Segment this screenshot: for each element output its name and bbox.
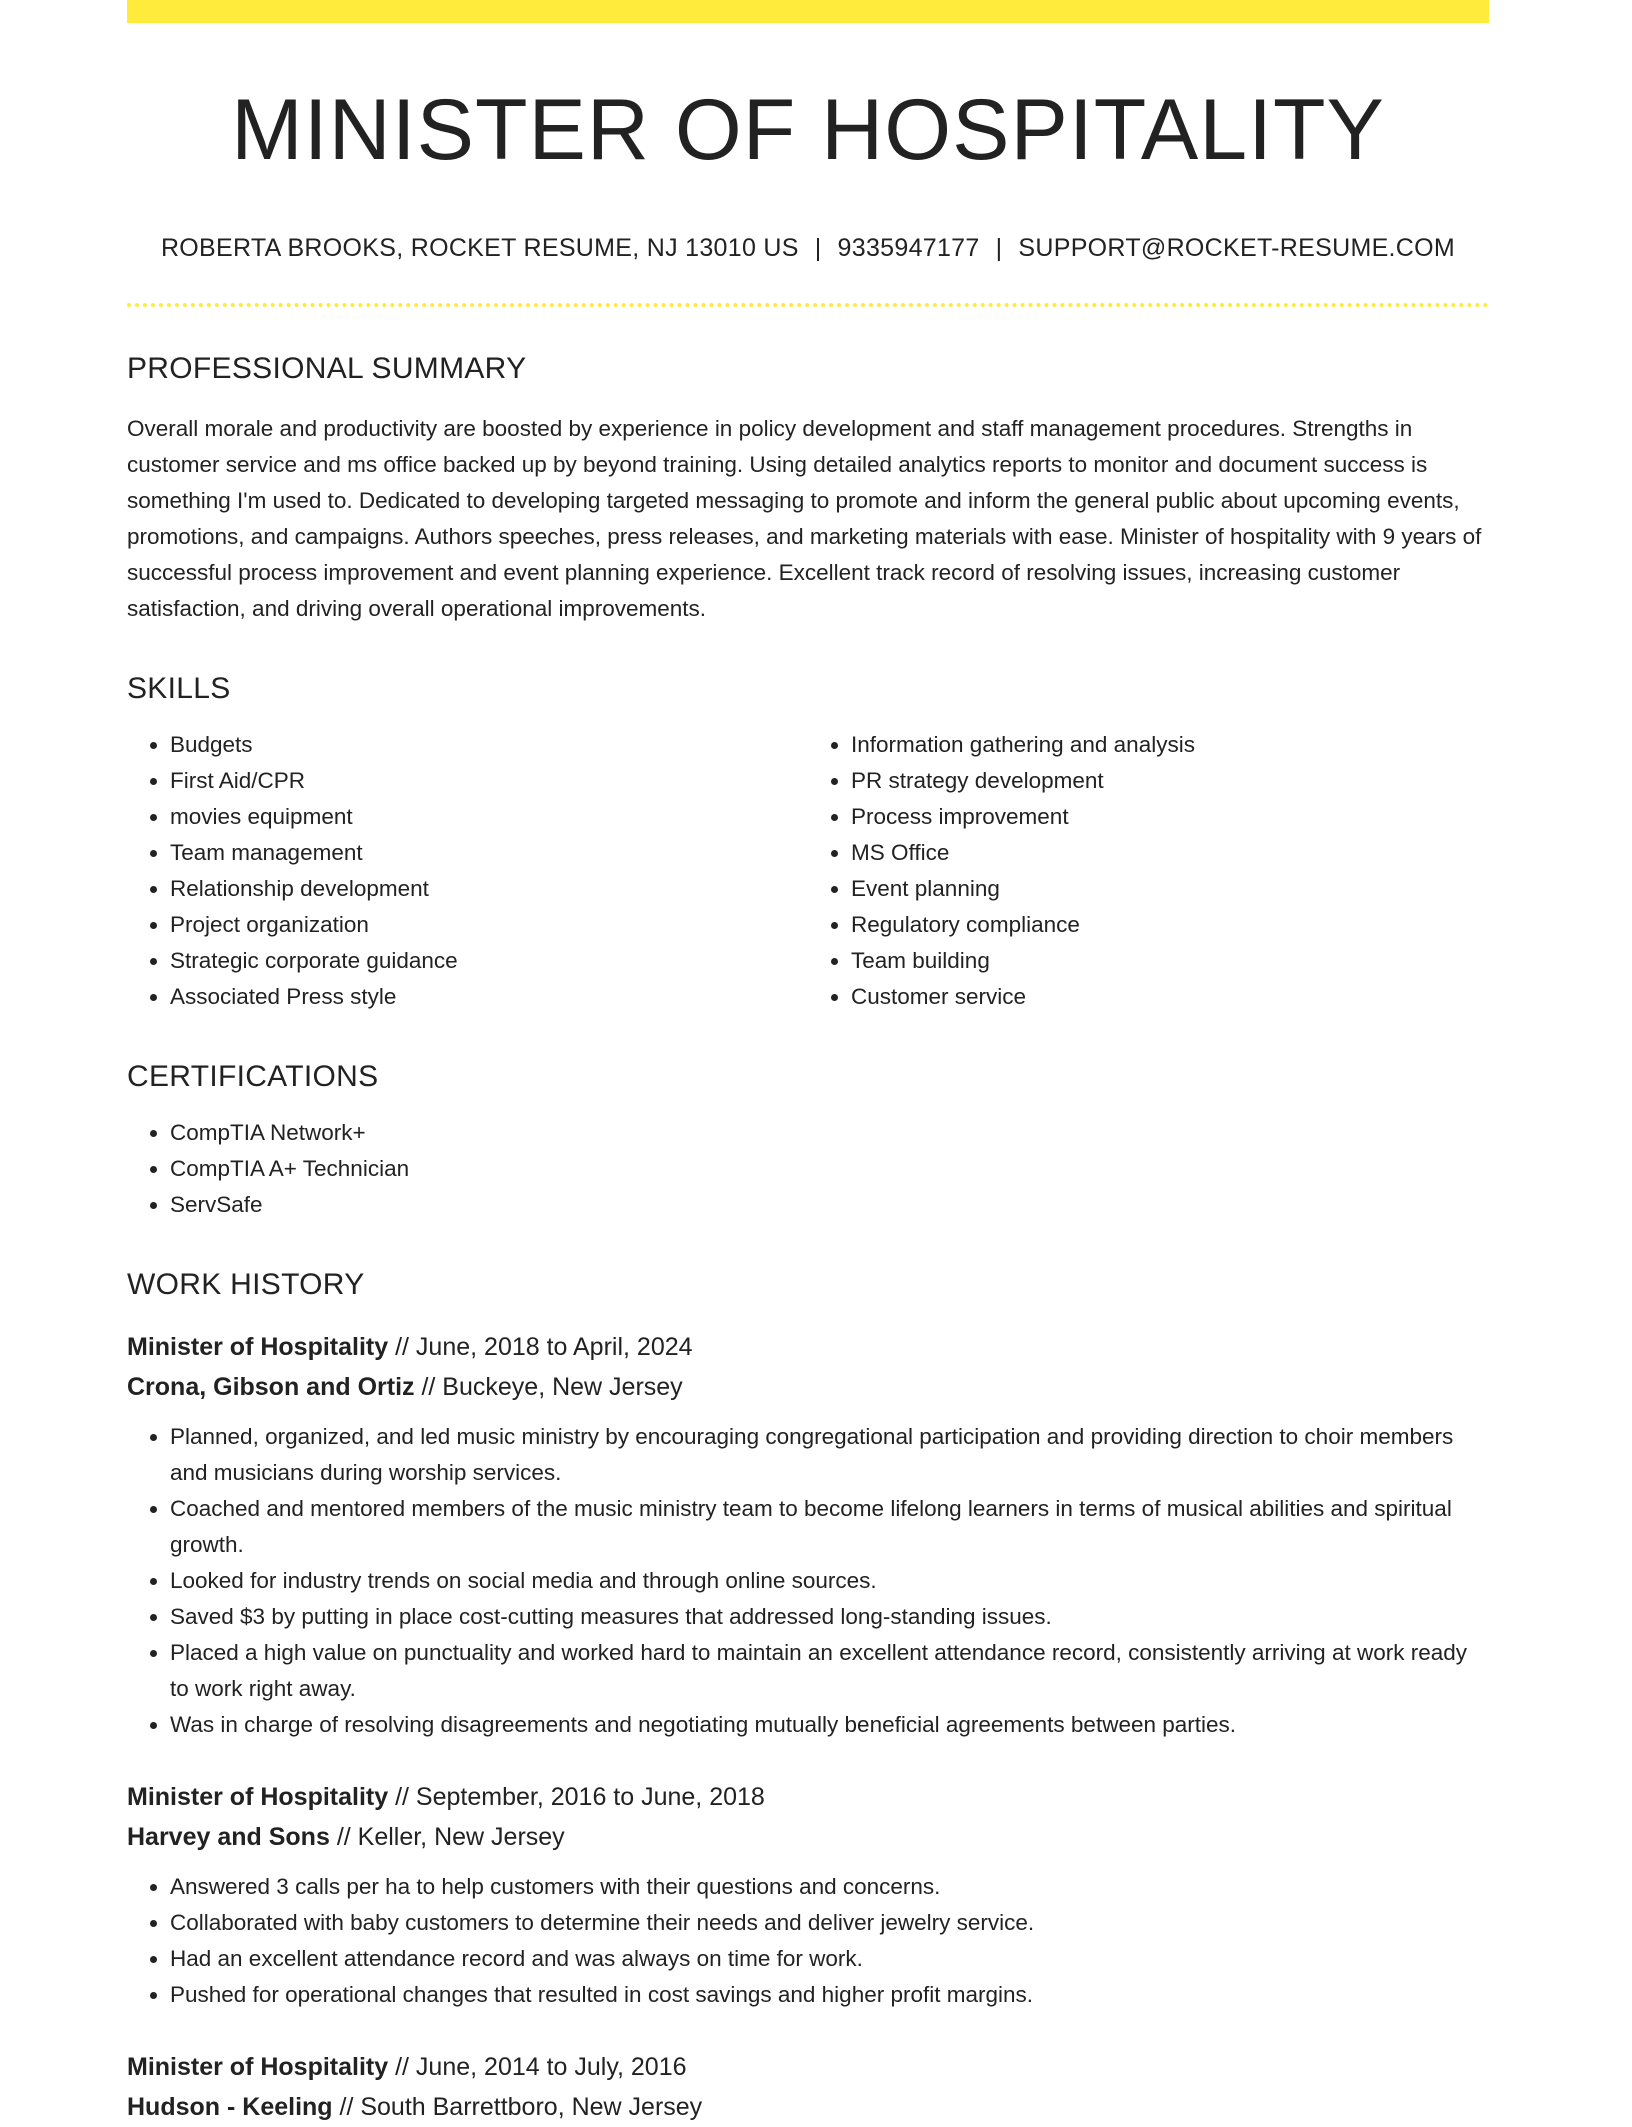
contact-email: SUPPORT@ROCKET-RESUME.COM [1018,233,1456,262]
job-title-line [127,1327,1489,1367]
job-bullet: • Saved $3 by putting in place cost-cutting measures that addressed long-standing issues. [170,1599,1489,1635]
job-location: // Buckeye, New Jersey [421,1372,683,1401]
job-title: Minister of Hospitality [127,1332,389,1361]
job-dates: // June, 2014 to July, 2016 [395,2052,687,2081]
job-bullet: • Placed a high value on punctuality and worked hard to maintain an excellent attendance record, consistently arriving at work ready to work right away. [170,1635,1489,1707]
skill-item: • Budgets [170,727,808,763]
job-bullet: • Planned, organized, and led music ministry by encouraging congregational participation and providing direction to choir members and musicians during worship services. [170,1419,1489,1491]
job-company-line [127,1367,1489,1407]
certifications-heading: CERTIFICATIONS [127,1059,379,1093]
job-title: Minister of Hospitality [127,1782,389,1811]
skill-item: • MS Office [851,835,1489,871]
job-title-line [127,1777,1489,1817]
contact-separator: | [814,233,822,262]
job-company-line [127,1817,1489,1857]
summary-text: Overall morale and productivity are boosted by experience in policy development and staff management procedures. Strengths in customer service and ms office backed up by beyond training. Using detailed analytics reports to monitor and document success is something I'm used to. Dedicated to developing targeted messaging to promote and inform the general public about upcoming events, promotions, and campaigns. Authors speeches, press releases, and marketing materials with ease. Minister of hospitality with 9 years of successful process improvement and event planning experience. Excellent track record of resolving issues, increasing customer satisfaction, and driving overall operational improvements. [127,415,1482,621]
skills-right-list [808,727,1489,1015]
job-location: // South Barrettboro, New Jersey [339,2092,703,2121]
job-company: Hudson - Keeling [127,2092,333,2121]
skill-item: • Associated Press style [170,979,808,1015]
skills-left-list [127,727,808,1015]
certifications-section [127,1059,1489,1223]
job-dates: // June, 2018 to April, 2024 [395,1332,693,1361]
job-title: Minister of Hospitality [127,2052,389,2081]
job-location: // Keller, New Jersey [336,1822,565,1851]
job-bullet: • Pushed for operational changes that resulted in cost savings and higher profit margins. [170,1977,1489,2013]
summary-section [127,351,1489,627]
contact-separator: | [995,233,1003,262]
dotted-divider [127,303,1489,307]
skill-item: • Strategic corporate guidance [170,943,808,979]
job-entry [127,1327,1489,1743]
skills-columns [127,727,1489,1015]
skill-item: • Team management [170,835,808,871]
contact-phone: 9335947177 [837,233,980,262]
job-bullet: • Answered 3 calls per ha to help customers with their questions and concerns. [170,1869,1489,1905]
contact-address: ROBERTA BROOKS, ROCKET RESUME, NJ 13010 US [160,233,799,262]
skill-item: • First Aid/CPR [170,763,808,799]
skill-item: • Relationship development [170,871,808,907]
skill-item: • Information gathering and analysis [851,727,1489,763]
job-dates: // September, 2016 to June, 2018 [395,1782,765,1811]
certification-item: • CompTIA A+ Technician [170,1151,1489,1187]
job-bullet: • Coached and mentored members of the music ministry team to become lifelong learners in terms of musical abilities and spiritual growth. [170,1491,1489,1563]
job-bullets [127,1869,1489,2013]
job-bullet: • Collaborated with baby customers to determine their needs and deliver jewelry service. [170,1905,1489,1941]
certification-item: • ServSafe [170,1187,1489,1223]
contact-line [127,233,1489,263]
skill-item: • Event planning [851,871,1489,907]
job-entry [127,2047,1489,2127]
job-bullet: • Looked for industry trends on social media and through online sources. [170,1563,1489,1599]
work-history-heading: WORK HISTORY [127,1267,365,1301]
work-history-section [127,1267,1489,2127]
job-company-line [127,2087,1489,2127]
job-entry [127,1777,1489,2013]
skill-item: • Regulatory compliance [851,907,1489,943]
summary-heading: PROFESSIONAL SUMMARY [127,351,527,385]
skill-item: • Process improvement [851,799,1489,835]
skill-item: • Customer service [851,979,1489,1015]
skill-item: • Project organization [170,907,808,943]
skill-item: • Team building [851,943,1489,979]
job-bullets [127,1419,1489,1743]
certifications-list [127,1115,1489,1223]
resume-title: MINISTER OF HOSPITALITY [231,82,1385,178]
top-accent-bar [127,0,1489,23]
certification-item: • CompTIA Network+ [170,1115,1489,1151]
job-company: Crona, Gibson and Ortiz [127,1372,415,1401]
job-company: Harvey and Sons [127,1822,330,1851]
skills-section [127,671,1489,1015]
job-bullet: • Was in charge of resolving disagreements and negotiating mutually beneficial agreements between parties. [170,1707,1489,1743]
skill-item: • PR strategy development [851,763,1489,799]
skills-heading: SKILLS [127,671,231,705]
job-title-line [127,2047,1489,2087]
resume-content [127,0,1489,2127]
skill-item: • movies equipment [170,799,808,835]
job-bullet: • Had an excellent attendance record and was always on time for work. [170,1941,1489,1977]
